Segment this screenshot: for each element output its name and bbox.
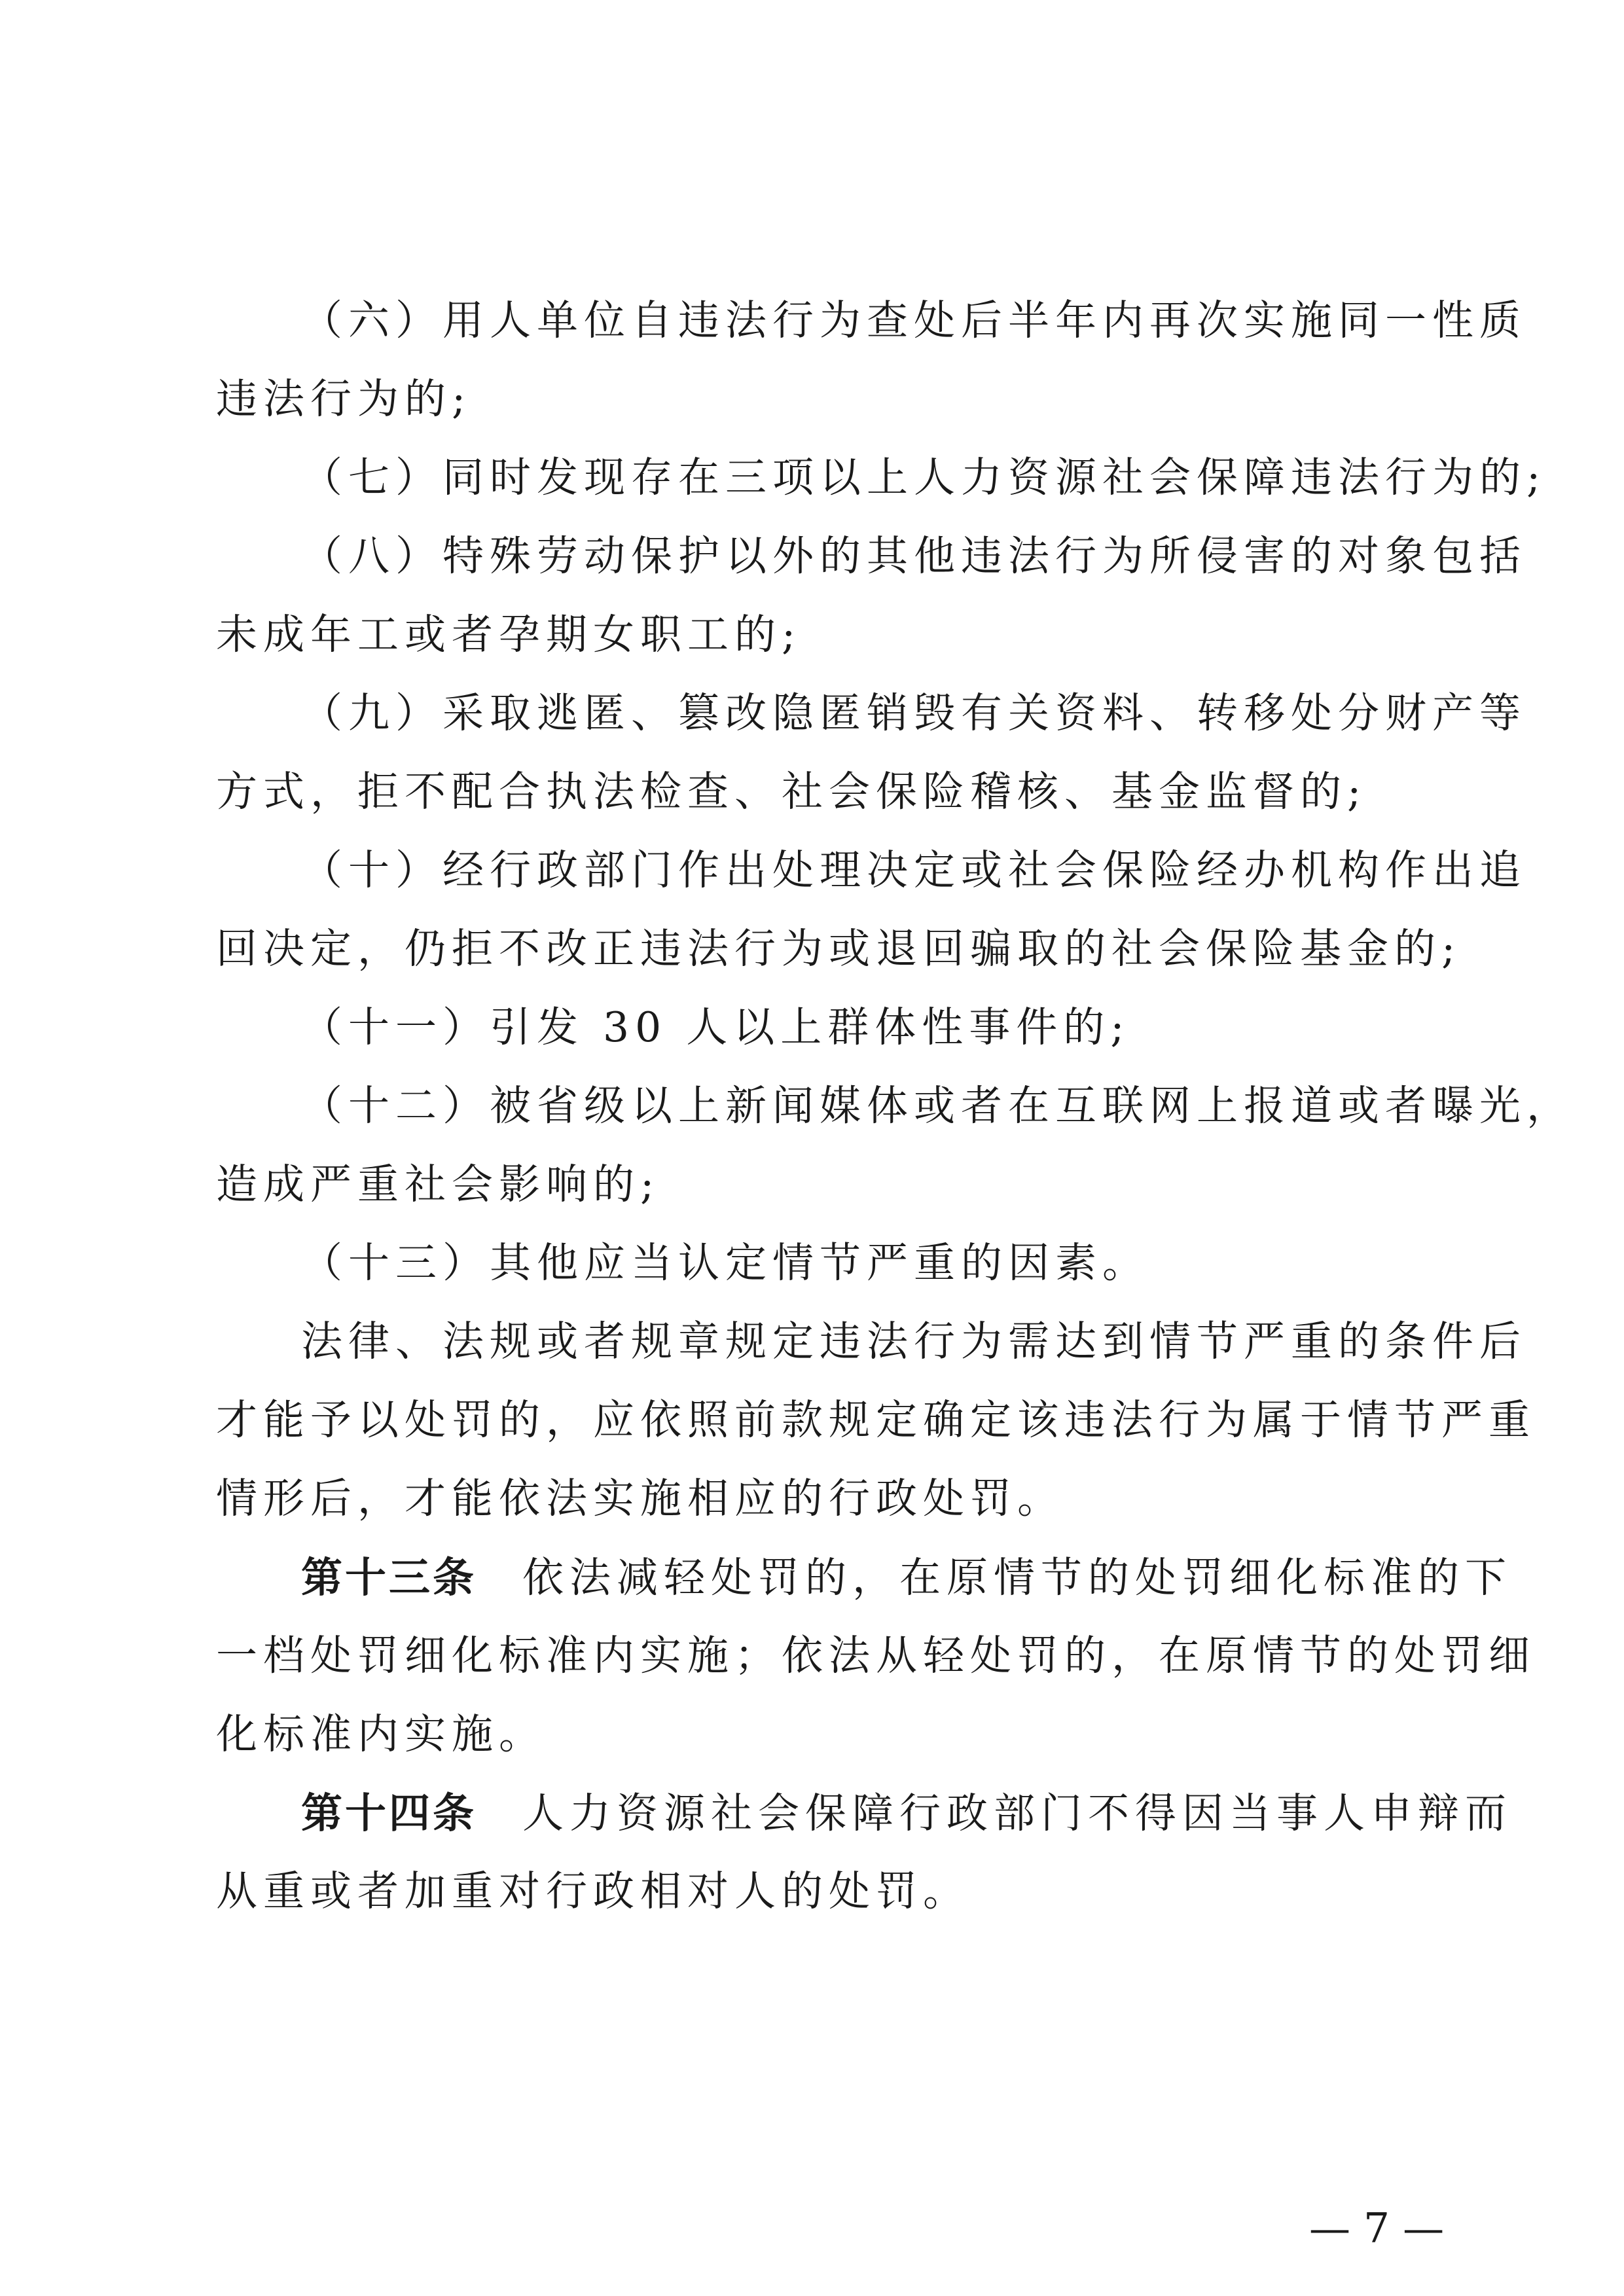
paragraph-item-11: （十一）引发 30 人以上群体性事件的;	[301, 1003, 1130, 1051]
article-13-title: 第十三条	[301, 1553, 477, 1602]
article-14-text-1: 人力资源社会保障行政部门不得因当事人申辩而	[522, 1789, 1512, 1837]
paragraph-item-13: （十三）其他应当认定情节严重的因素。	[301, 1239, 1149, 1287]
paragraph-item-12-line-1: （十二）被省级以上新闻媒体或者在互联网上报道或者曝光，	[301, 1082, 1574, 1130]
paragraph-item-8-line-2: 未成年工或者孕期女职工的;	[216, 611, 802, 658]
article-13-line-1	[301, 1551, 1512, 1604]
article-13-line-2: 一档处罚细化标准内实施；依法从轻处罚的，在原情节的处罚细	[216, 1632, 1536, 1679]
page-number: — 7 —	[1309, 2204, 1445, 2252]
article-13-text-1: 依法减轻处罚的，在原情节的处罚细化标准的下	[522, 1554, 1512, 1602]
article-14-title: 第十四条	[301, 1789, 477, 1837]
paragraph-item-8-line-1: （八）特殊劳动保护以外的其他违法行为所侵害的对象包括	[301, 532, 1526, 580]
paragraph-item-6-line-1: （六）用人单位自违法行为查处后半年内再次实施同一性质	[301, 296, 1526, 344]
paragraph-item-6-line-2: 违法行为的;	[216, 375, 472, 423]
article-14-line-1	[301, 1787, 1512, 1839]
paragraph-item-9-line-1: （九）采取逃匿、篡改隐匿销毁有关资料、转移处分财产等	[301, 689, 1526, 737]
paragraph-item-12-line-2: 造成严重社会影响的;	[216, 1160, 660, 1208]
article-13-line-3: 化标准内实施。	[216, 1710, 546, 1758]
paragraph-law-line-1: 法律、法规或者规章规定违法行为需达到情节严重的条件后	[301, 1318, 1526, 1365]
paragraph-law-line-3: 情形后，才能依法实施相应的行政处罚。	[216, 1475, 1064, 1522]
paragraph-item-10-line-1: （十）经行政部门作出处理决定或社会保险经办机构作出追	[301, 846, 1526, 894]
paragraph-law-line-2: 才能予以处罚的，应依照前款规定确定该违法行为属于情节严重	[216, 1396, 1536, 1444]
article-14-line-2: 从重或者加重对行政相对人的处罚。	[216, 1867, 970, 1915]
paragraph-item-7: （七）同时发现存在三项以上人力资源社会保障违法行为的;	[301, 454, 1547, 501]
paragraph-item-10-line-2: 回决定，仍拒不改正违法行为或退回骗取的社会保险基金的;	[216, 925, 1462, 973]
paragraph-item-9-line-2: 方式，拒不配合执法检查、社会保险稽核、基金监督的;	[216, 768, 1367, 816]
